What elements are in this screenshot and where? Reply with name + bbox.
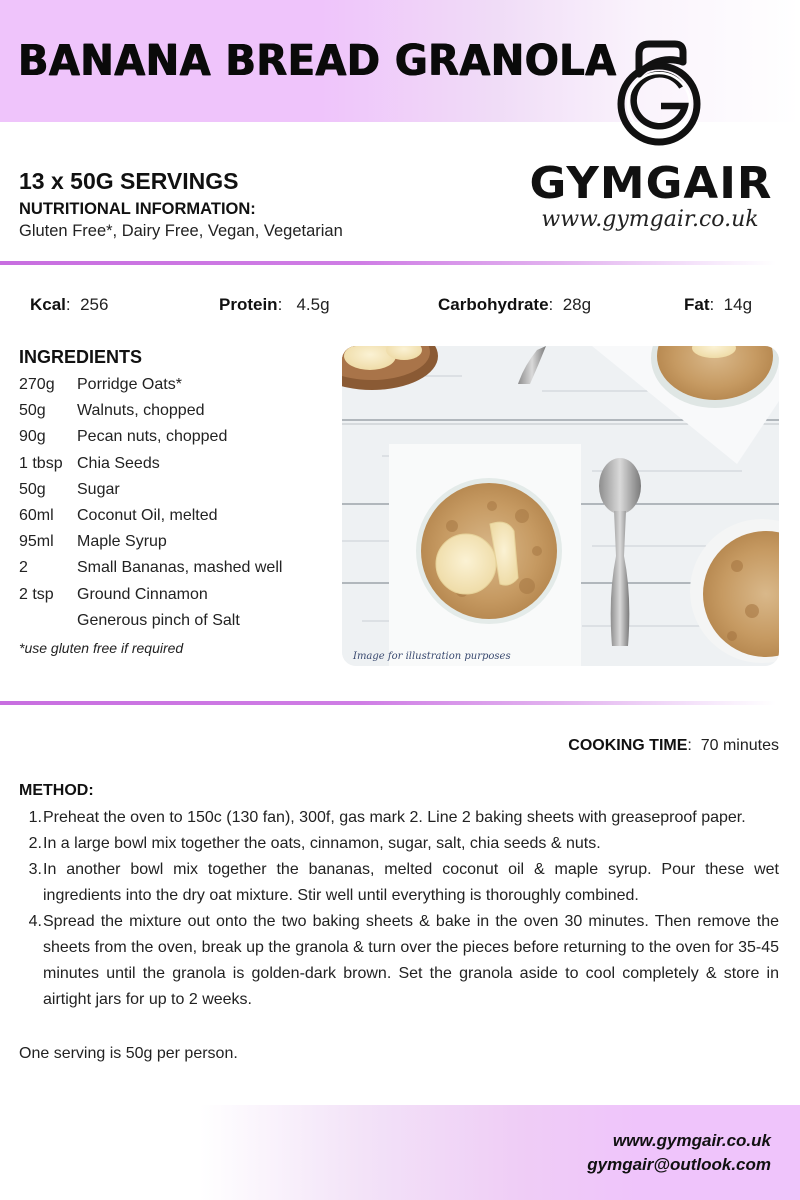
granola-photo-illustration <box>342 346 779 666</box>
macro-value: 28g <box>562 295 592 314</box>
ingredient-name: Pecan nuts, chopped <box>77 428 228 446</box>
step-number: 2. <box>28 835 42 852</box>
ingredient-item <box>19 582 339 608</box>
ingredient-item <box>19 555 339 581</box>
nutrition-heading: NUTRITIONAL INFORMATION: <box>19 200 256 218</box>
step-number: 4. <box>28 913 42 930</box>
section-divider <box>0 701 800 705</box>
macro-value: 14g <box>723 295 753 314</box>
macro-value: 256 <box>80 295 109 314</box>
macro-label: Kcal <box>30 295 66 314</box>
macro-fat: Fat: 14g <box>684 295 753 314</box>
step-number: 1. <box>28 809 42 826</box>
step-text: Preheat the oven to 150c (130 fan), 300f, gas mark 2. Line 2 baking sheets with greaseproof paper. <box>43 809 746 826</box>
ingredient-qty: 2 <box>19 559 28 577</box>
recipe-title: BANANA BREAD GRANOLA <box>18 36 617 86</box>
ingredient-item <box>19 424 339 450</box>
macro-label: Fat <box>684 295 710 314</box>
step-text: In a large bowl mix together the oats, cinnamon, sugar, salt, chia seeds & nuts. <box>43 835 601 852</box>
photo-caption: Image for illustration purposes <box>353 651 511 662</box>
ingredient-name: Small Bananas, mashed well <box>77 559 283 577</box>
macro-label: Carbohydrate <box>438 295 549 314</box>
brand-url[interactable]: www.gymgair.co.uk <box>541 207 759 232</box>
servings-heading: 13 x 50G SERVINGS <box>19 168 239 194</box>
ingredient-name: Porridge Oats* <box>77 376 182 394</box>
ingredient-item <box>19 529 339 555</box>
kettlebell-g-logo-icon <box>613 40 705 148</box>
diet-tags: Gluten Free*, Dairy Free, Vegan, Vegetarian <box>19 222 343 240</box>
ingredient-qty: 95ml <box>19 533 54 551</box>
method-step <box>19 805 779 831</box>
step-text: In another bowl mix together the bananas, melted coconut oil & maple syrup. Pour these wet ingredients into the dry oat mixture. Stir well until everything is thoroughly combined. <box>43 861 779 904</box>
ingredient-qty: 2 tsp <box>19 585 54 603</box>
step-text: Spread the mixture out onto the two baking sheets & bake in the oven 30 minutes. Then remove the sheets from the oven, break up the granola & turn over the pieces before returning to the oven for 35-45 minutes until the granola is golden-dark brown. Set the granola aside to cool completely & store in airtight jars for up to 2 weeks. <box>43 913 779 1008</box>
cooking-time-value: 70 minutes <box>700 737 779 754</box>
macro-label: Protein <box>219 295 278 314</box>
ingredient-name: Ground Cinnamon <box>77 585 208 603</box>
recipe-photo <box>342 346 779 666</box>
ingredients-heading: INGREDIENTS <box>19 347 143 367</box>
ingredient-qty: 50g <box>19 402 46 420</box>
method-step <box>19 857 779 909</box>
ingredient-qty: 1 tbsp <box>19 454 63 472</box>
ingredient-qty: 90g <box>19 428 46 446</box>
ingredient-item <box>19 608 339 634</box>
step-number: 3. <box>28 861 42 878</box>
ingredient-name: Sugar <box>77 480 120 498</box>
method-step <box>19 831 779 857</box>
cooking-time-label: COOKING TIME <box>568 737 688 754</box>
brand-name: GYMGAIR <box>529 158 773 209</box>
ingredient-qty: 60ml <box>19 507 54 525</box>
section-divider <box>0 261 800 265</box>
brand-logo[interactable] <box>515 40 785 240</box>
ingredient-qty: 50g <box>19 480 46 498</box>
ingredient-item <box>19 477 339 503</box>
cooking-time: COOKING TIME: 70 minutes <box>568 737 779 754</box>
ingredient-item <box>19 372 339 398</box>
method-heading: METHOD: <box>19 782 94 799</box>
ingredient-name: Maple Syrup <box>77 533 167 551</box>
macro-value: 4.5g <box>296 295 330 314</box>
ingredient-name: Coconut Oil, melted <box>77 507 218 525</box>
ingredient-name: Generous pinch of Salt <box>77 611 240 629</box>
macro-protein: Protein: 4.5g <box>219 295 330 314</box>
ingredient-name: Walnuts, chopped <box>77 402 205 420</box>
footer-website-link[interactable]: www.gymgair.co.uk <box>612 1131 771 1150</box>
ingredients-footnote: *use gluten free if required <box>19 640 184 656</box>
ingredients-list <box>19 372 339 634</box>
ingredient-qty: 270g <box>19 376 55 394</box>
method-steps <box>19 805 779 1013</box>
footer-email-link[interactable]: gymgair@outlook.com <box>587 1155 771 1174</box>
ingredient-name: Chia Seeds <box>77 454 160 472</box>
ingredient-item <box>19 451 339 477</box>
method-step <box>19 909 779 1013</box>
macro-kcal: Kcal: 256 <box>30 295 109 314</box>
serving-note: One serving is 50g per person. <box>19 1045 238 1062</box>
ingredient-item <box>19 398 339 424</box>
macro-carbohydrate: Carbohydrate: 28g <box>438 295 592 314</box>
ingredient-item <box>19 503 339 529</box>
footer-band <box>0 1105 800 1200</box>
